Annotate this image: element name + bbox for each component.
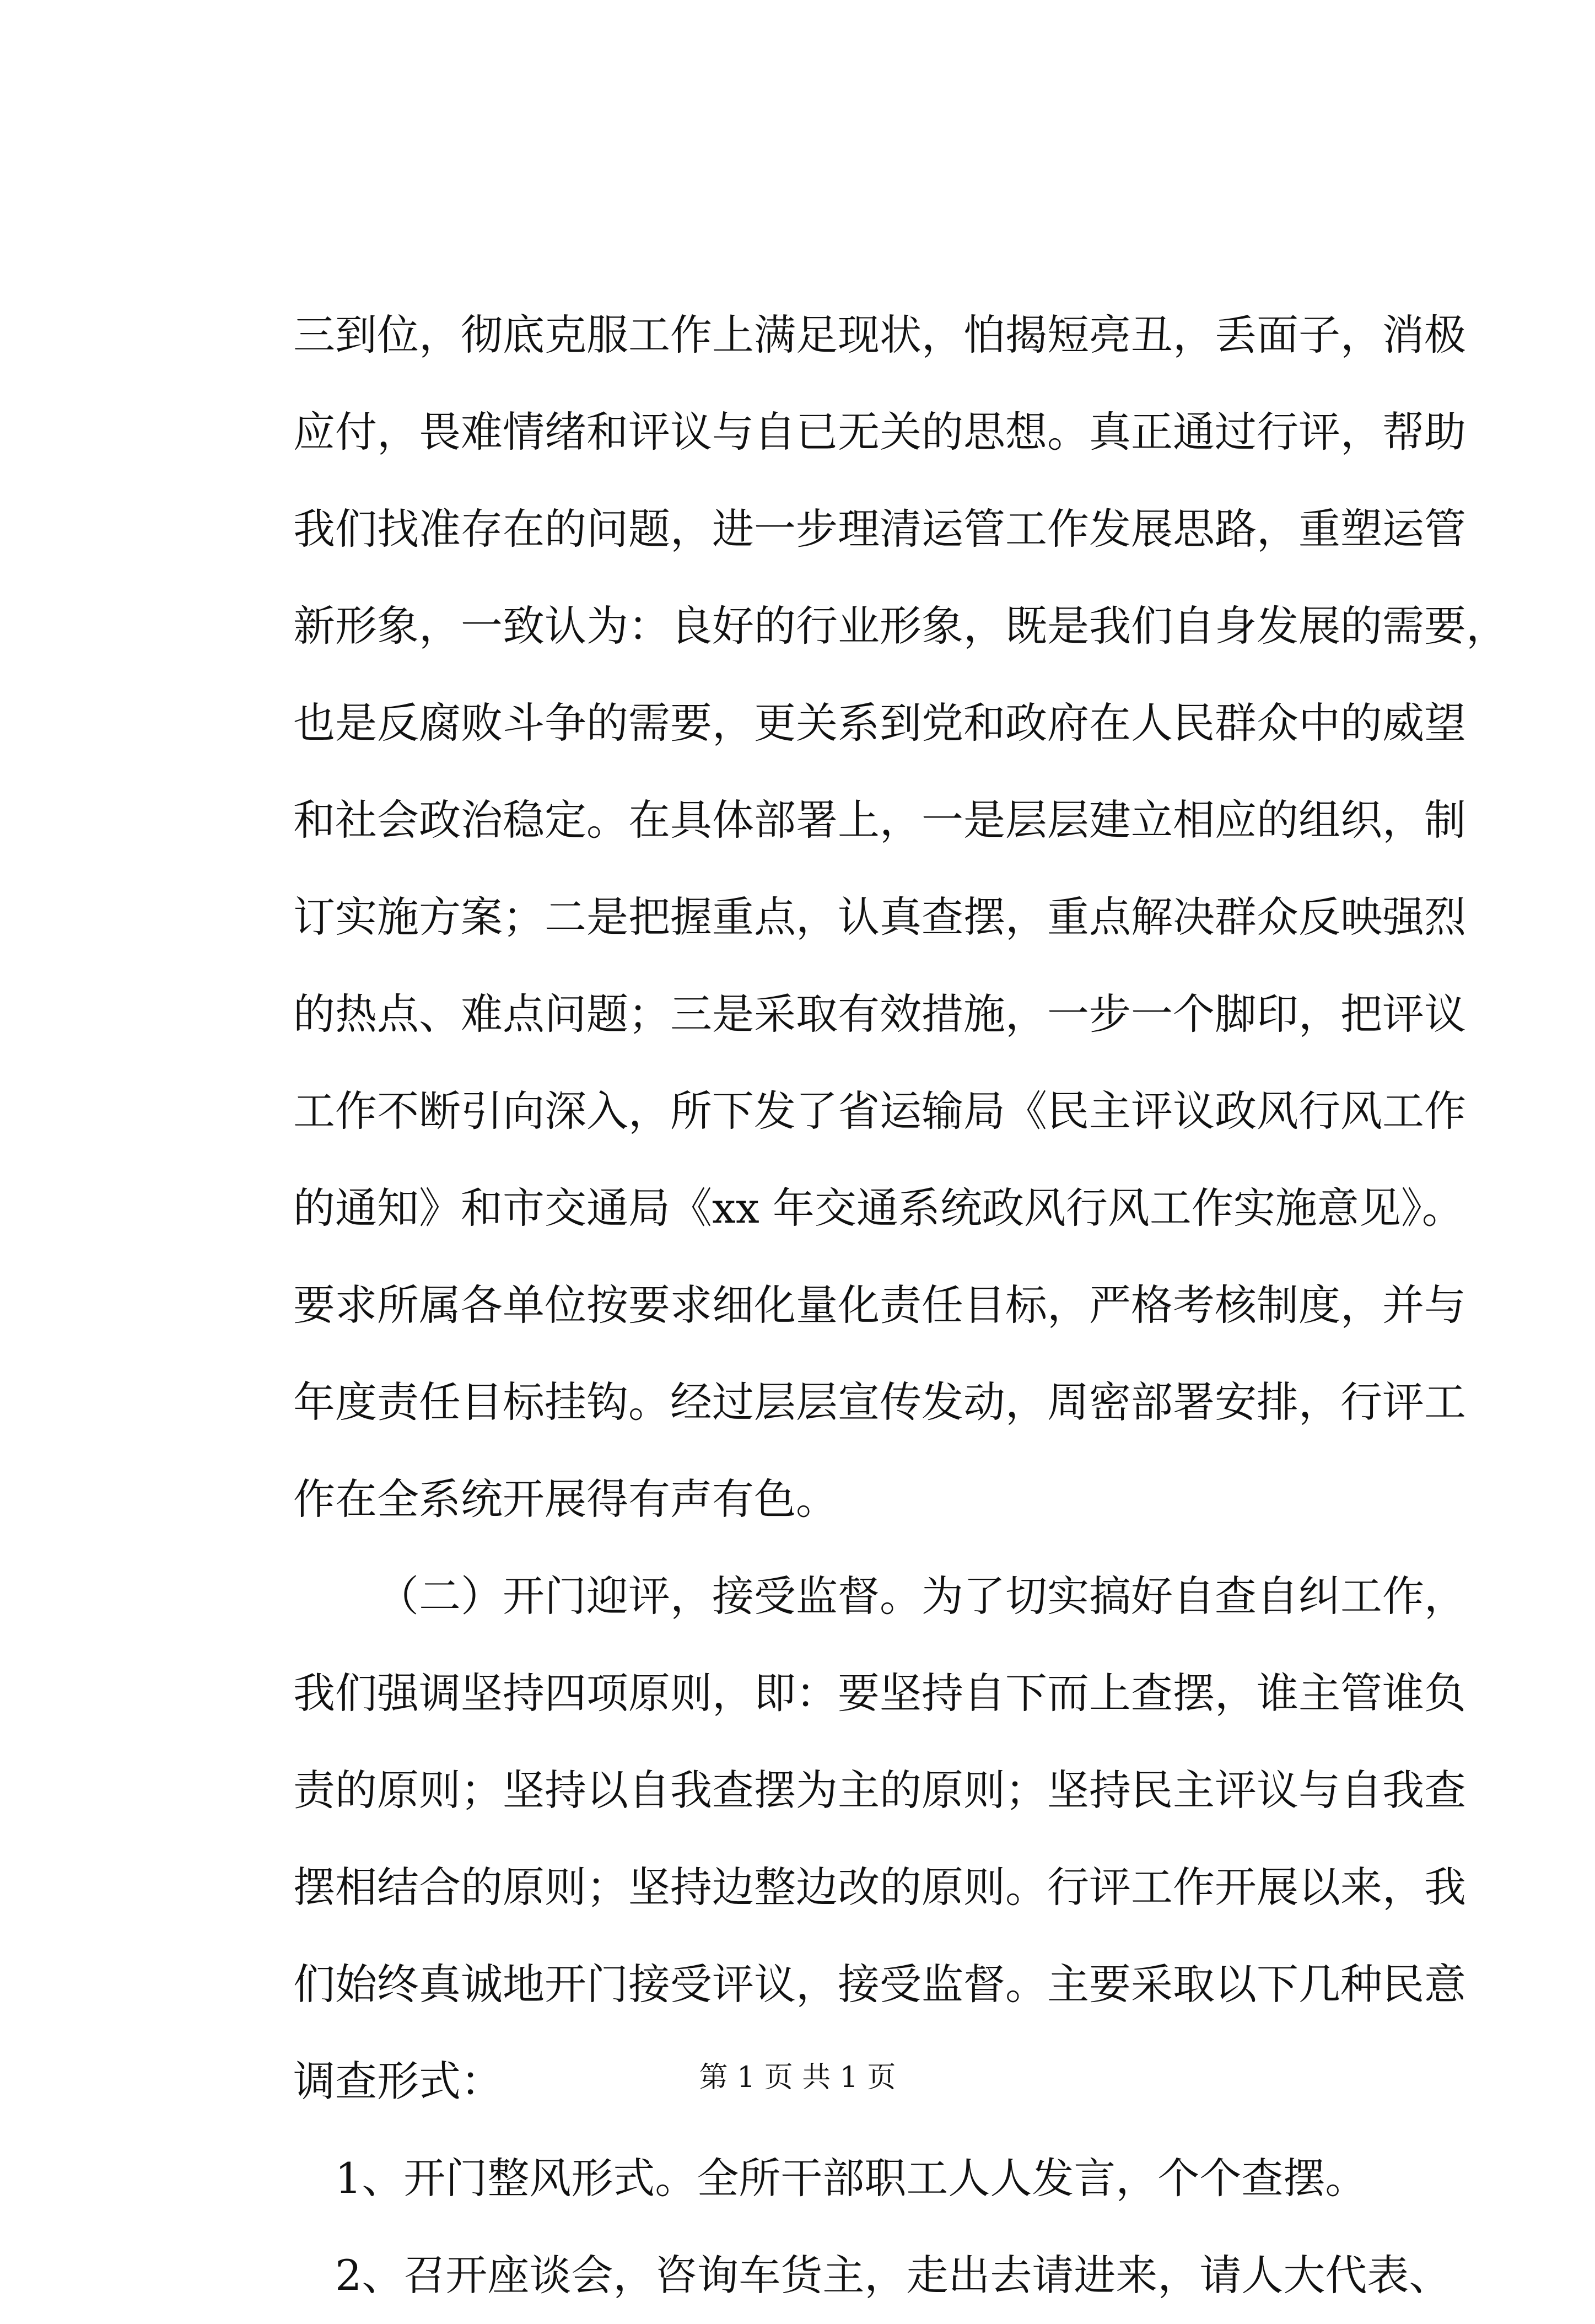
paragraph-first-line: （二）开门迎评，接受监督。为了切实搞好自查自纠工作， [377,1572,1466,1621]
text-line: 摆相结合的原则；坚持边整边改的原则。行评工作开展以来，我 [293,1863,1466,1912]
text-line: 三到位，彻底克服工作上满足现状，怕揭短亮丑，丢面子，消极 [293,310,1466,359]
text-line: 的热点、难点问题；三是采取有效措施，一步一个脚印，把评议 [293,989,1466,1039]
text-line: 新形象，一致认为：良好的行业形象，既是我们自身发展的需要， [293,601,1508,650]
page-footer [0,2058,1595,2097]
text-line: 调查形式： [293,2057,503,2106]
text-line: 年度责任目标挂钩。经过层层宣传发动，周密部署安排，行评工 [293,1378,1466,1427]
list-item: 1、开门整风形式。全所干部职工人人发言，个个查摆。 [335,2154,1367,2203]
text-line: 我们找准存在的问题，进一步理清运管工作发展思路，重塑运管 [293,504,1466,553]
text-line: 和社会政治稳定。在具体部署上，一是层层建立相应的组织，制 [293,795,1466,844]
document-body [293,287,1508,2324]
text-line: 也是反腐败斗争的需要，更关系到党和政府在人民群众中的威望 [293,698,1466,747]
text-line: 作在全系统开展得有声有色。 [293,1475,838,1524]
text-line: 责的原则；坚持以自我查摆为主的原则；坚持民主评议与自我查 [293,1766,1466,1815]
text-line: 们始终真诚地开门接受评议，接受监督。主要采取以下几种民意 [293,1960,1466,2009]
text-line: 我们强调坚持四项原则，即：要坚持自下而上查摆，谁主管谁负 [293,1669,1466,1718]
text-line: 订实施方案；二是把握重点，认真查摆，重点解决群众反映强烈 [293,892,1466,942]
text-line: 要求所属各单位按要求细化量化责任目标，严格考核制度，并与 [293,1281,1466,1330]
text-line: 的通知》和市交通局《xx 年交通系统政风行风工作实施意见》。 [293,1183,1464,1233]
text-line: 应付，畏难情绪和评议与自已无关的思想。真正通过行评，帮助 [293,407,1466,456]
page-number-label: 第 1 页 共 1 页 [699,2061,896,2094]
list-item: 2、召开座谈会，咨询车货主，走出去请进来，请人大代表、 [335,2251,1451,2300]
text-line: 工作不断引向深入，所下发了省运输局《民主评议政风行风工作 [293,1086,1466,1136]
